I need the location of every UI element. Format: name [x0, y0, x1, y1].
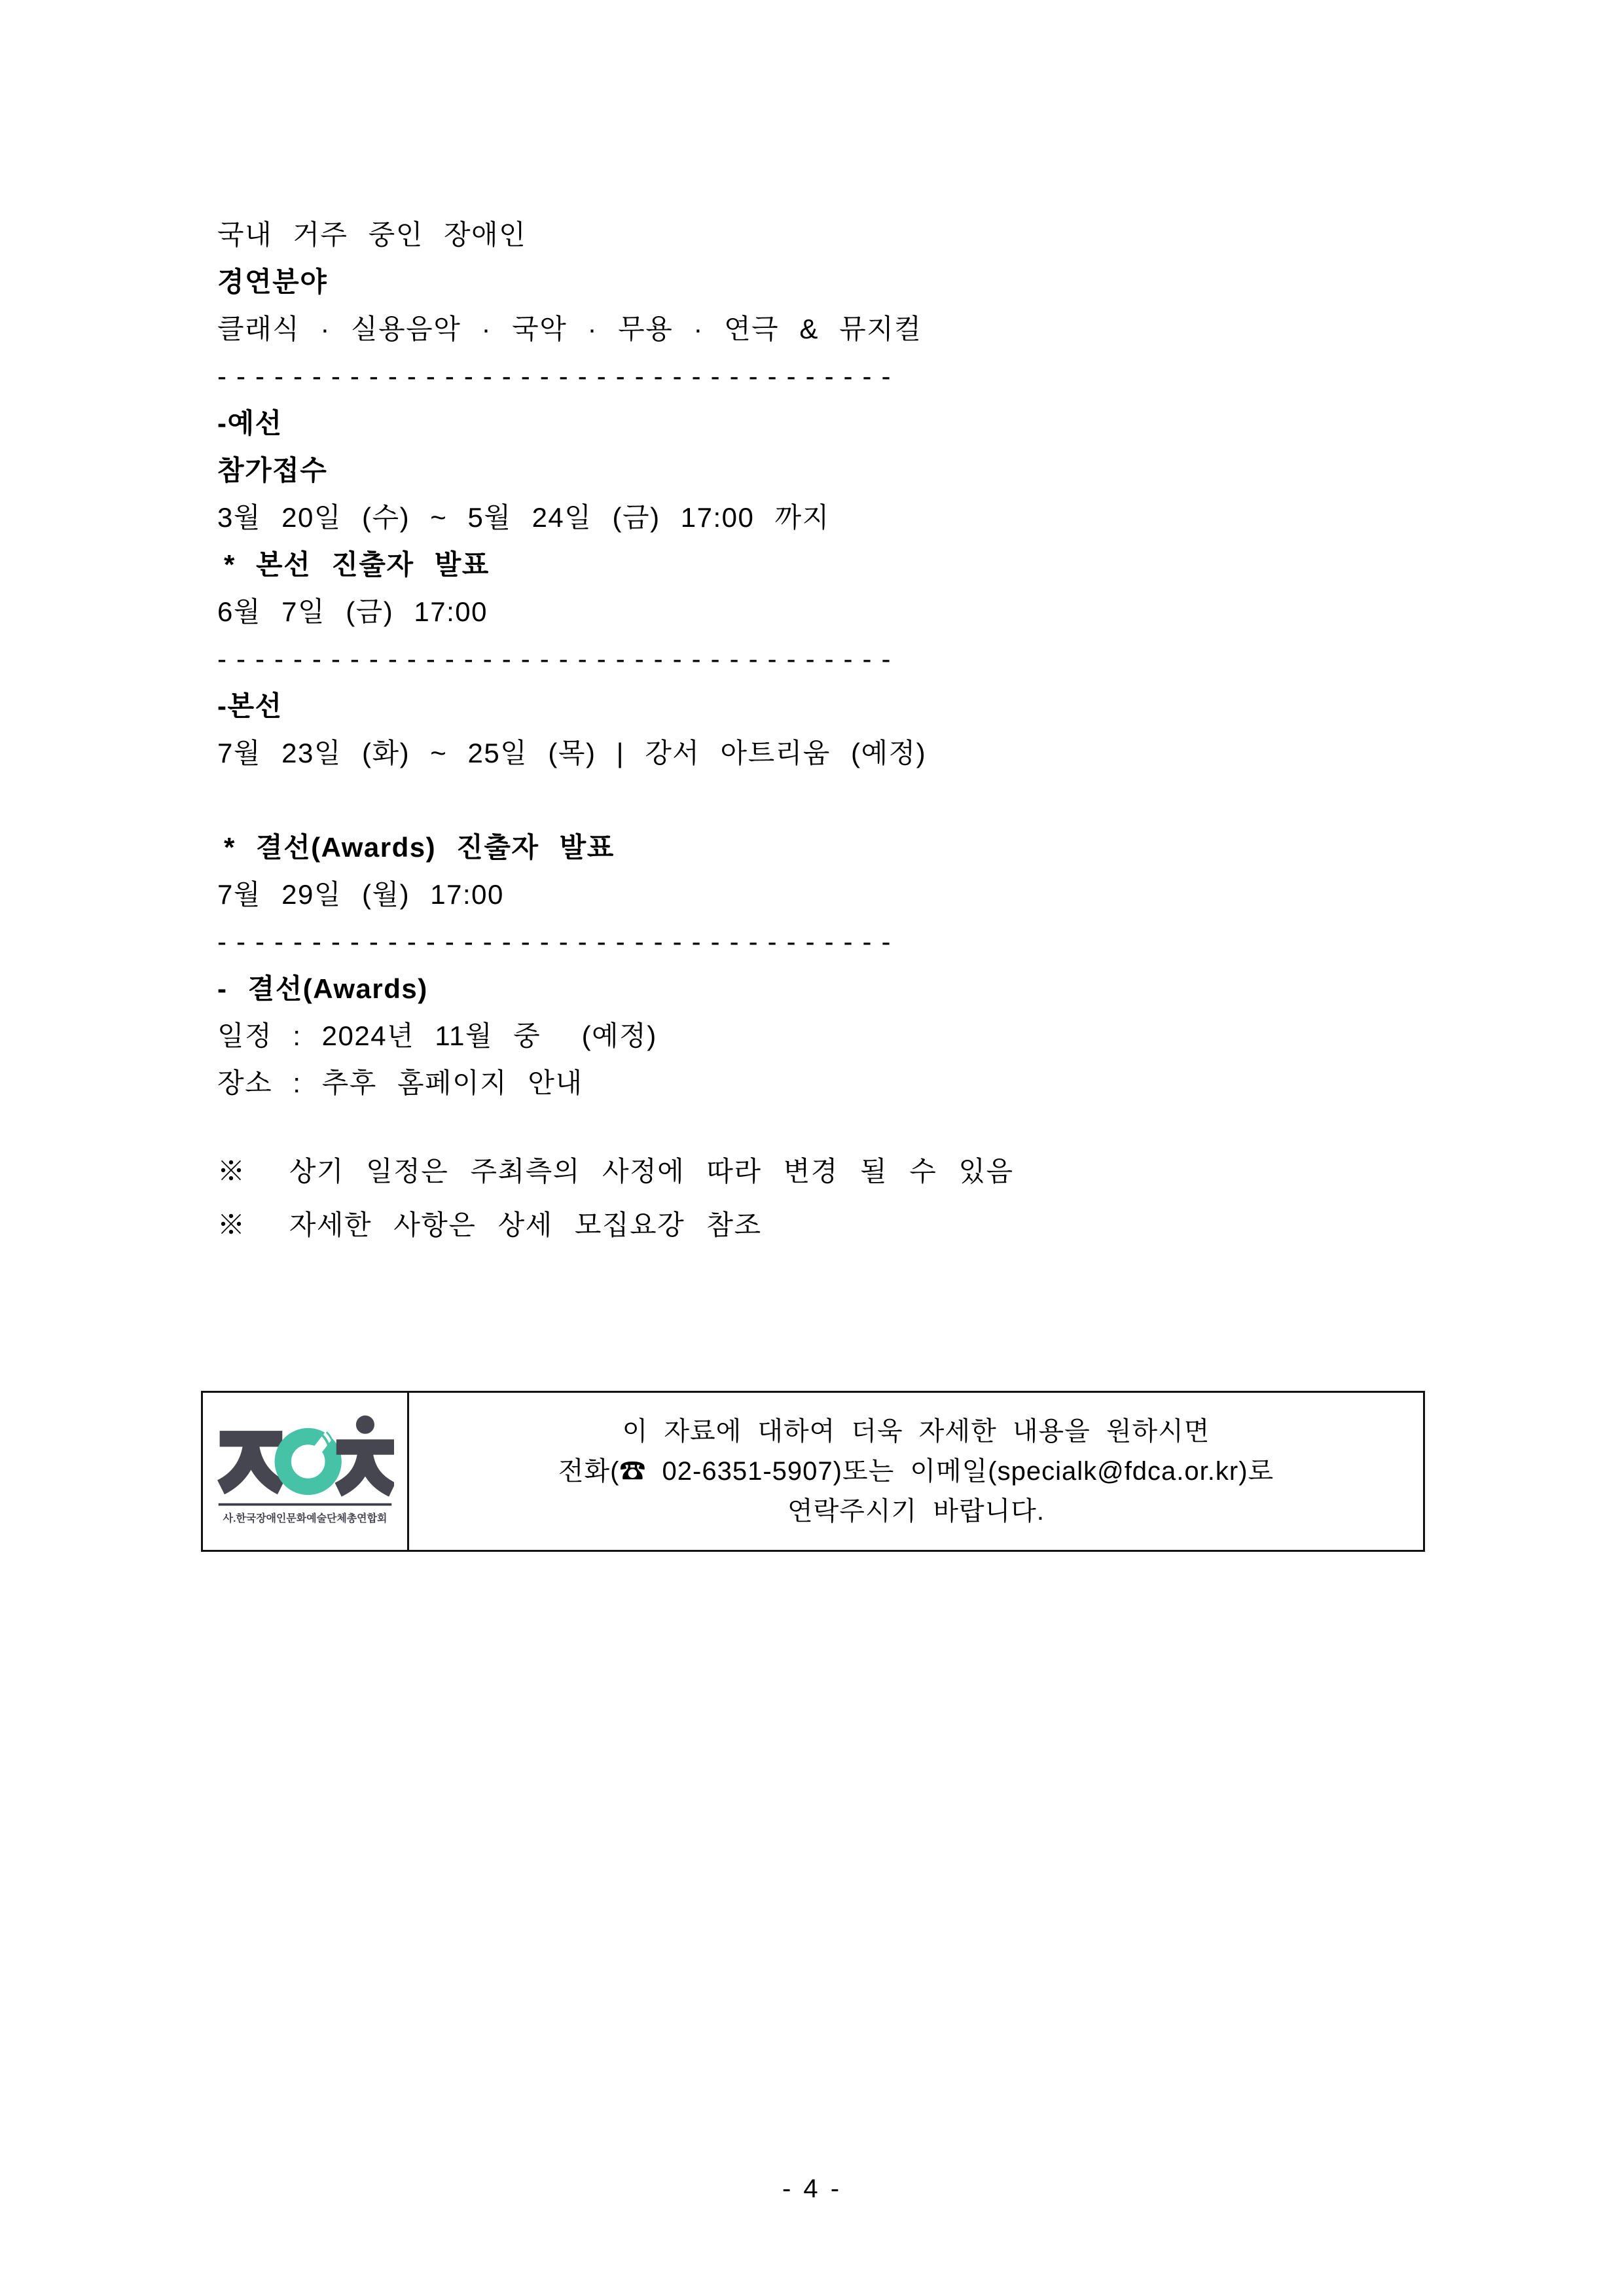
- dashed-divider: ------------------------------------: [217, 926, 901, 957]
- section-heading: * 본선 진출자 발표: [224, 549, 490, 580]
- document-body: [217, 211, 1428, 1252]
- page-number: - 4 -: [782, 2174, 842, 2203]
- contact-text-cell: [409, 1393, 1423, 1550]
- section-heading: -본선: [217, 691, 283, 721]
- section-heading: 참가접수: [217, 455, 328, 486]
- section-heading: * 결선(Awards) 진출자 발표: [224, 832, 615, 863]
- text-line: 장소 : 추후 홈페이지 안내: [217, 1067, 583, 1098]
- text-line: 클래식 · 실용음악 · 국악 · 무용 · 연극 & 뮤지컬: [217, 314, 922, 344]
- logo-caption: 사.한국장애인문화예술단체총연합회: [223, 1513, 388, 1524]
- section-heading: -예선: [217, 408, 283, 439]
- logo-cell: [203, 1393, 409, 1550]
- note-line: ※ 상기 일정은 주최측의 사정에 따라 변경 될 수 있음: [217, 1156, 1014, 1187]
- org-logo-icon: [216, 1412, 394, 1531]
- dashed-divider: ------------------------------------: [217, 643, 901, 674]
- text-line: 7월 29일 (월) 17:00: [217, 879, 504, 910]
- text-line: 국내 거주 중인 장애인: [217, 219, 527, 250]
- text-line: 7월 23일 (화) ~ 25일 (목) | 강서 아트리움 (예정): [217, 738, 927, 768]
- text-line: 일정 : 2024년 11월 중 (예정): [217, 1020, 657, 1051]
- text-line: 6월 7일 (금) 17:00: [217, 596, 488, 627]
- text-line: 3월 20일 (수) ~ 5월 24일 (금) 17:00 까지: [217, 502, 830, 533]
- contact-line: 연락주시기 바랍니다.: [787, 1496, 1045, 1526]
- dashed-divider: ------------------------------------: [217, 361, 901, 391]
- section-heading: - 결선(Awards): [217, 973, 428, 1004]
- blank-line: [217, 777, 1428, 824]
- section-heading: 경연분야: [217, 266, 328, 297]
- contact-line: 전화(☎ 02-6351-5907)또는 이메일(specialk@fdca.or.kr)로: [558, 1456, 1274, 1486]
- contact-line: 이 자료에 대하여 더욱 자세한 내용을 원하시면: [622, 1416, 1210, 1446]
- contact-info-box: [201, 1391, 1425, 1552]
- note-line: ※ 자세한 사항은 상세 모집요강 참조: [217, 1210, 762, 1240]
